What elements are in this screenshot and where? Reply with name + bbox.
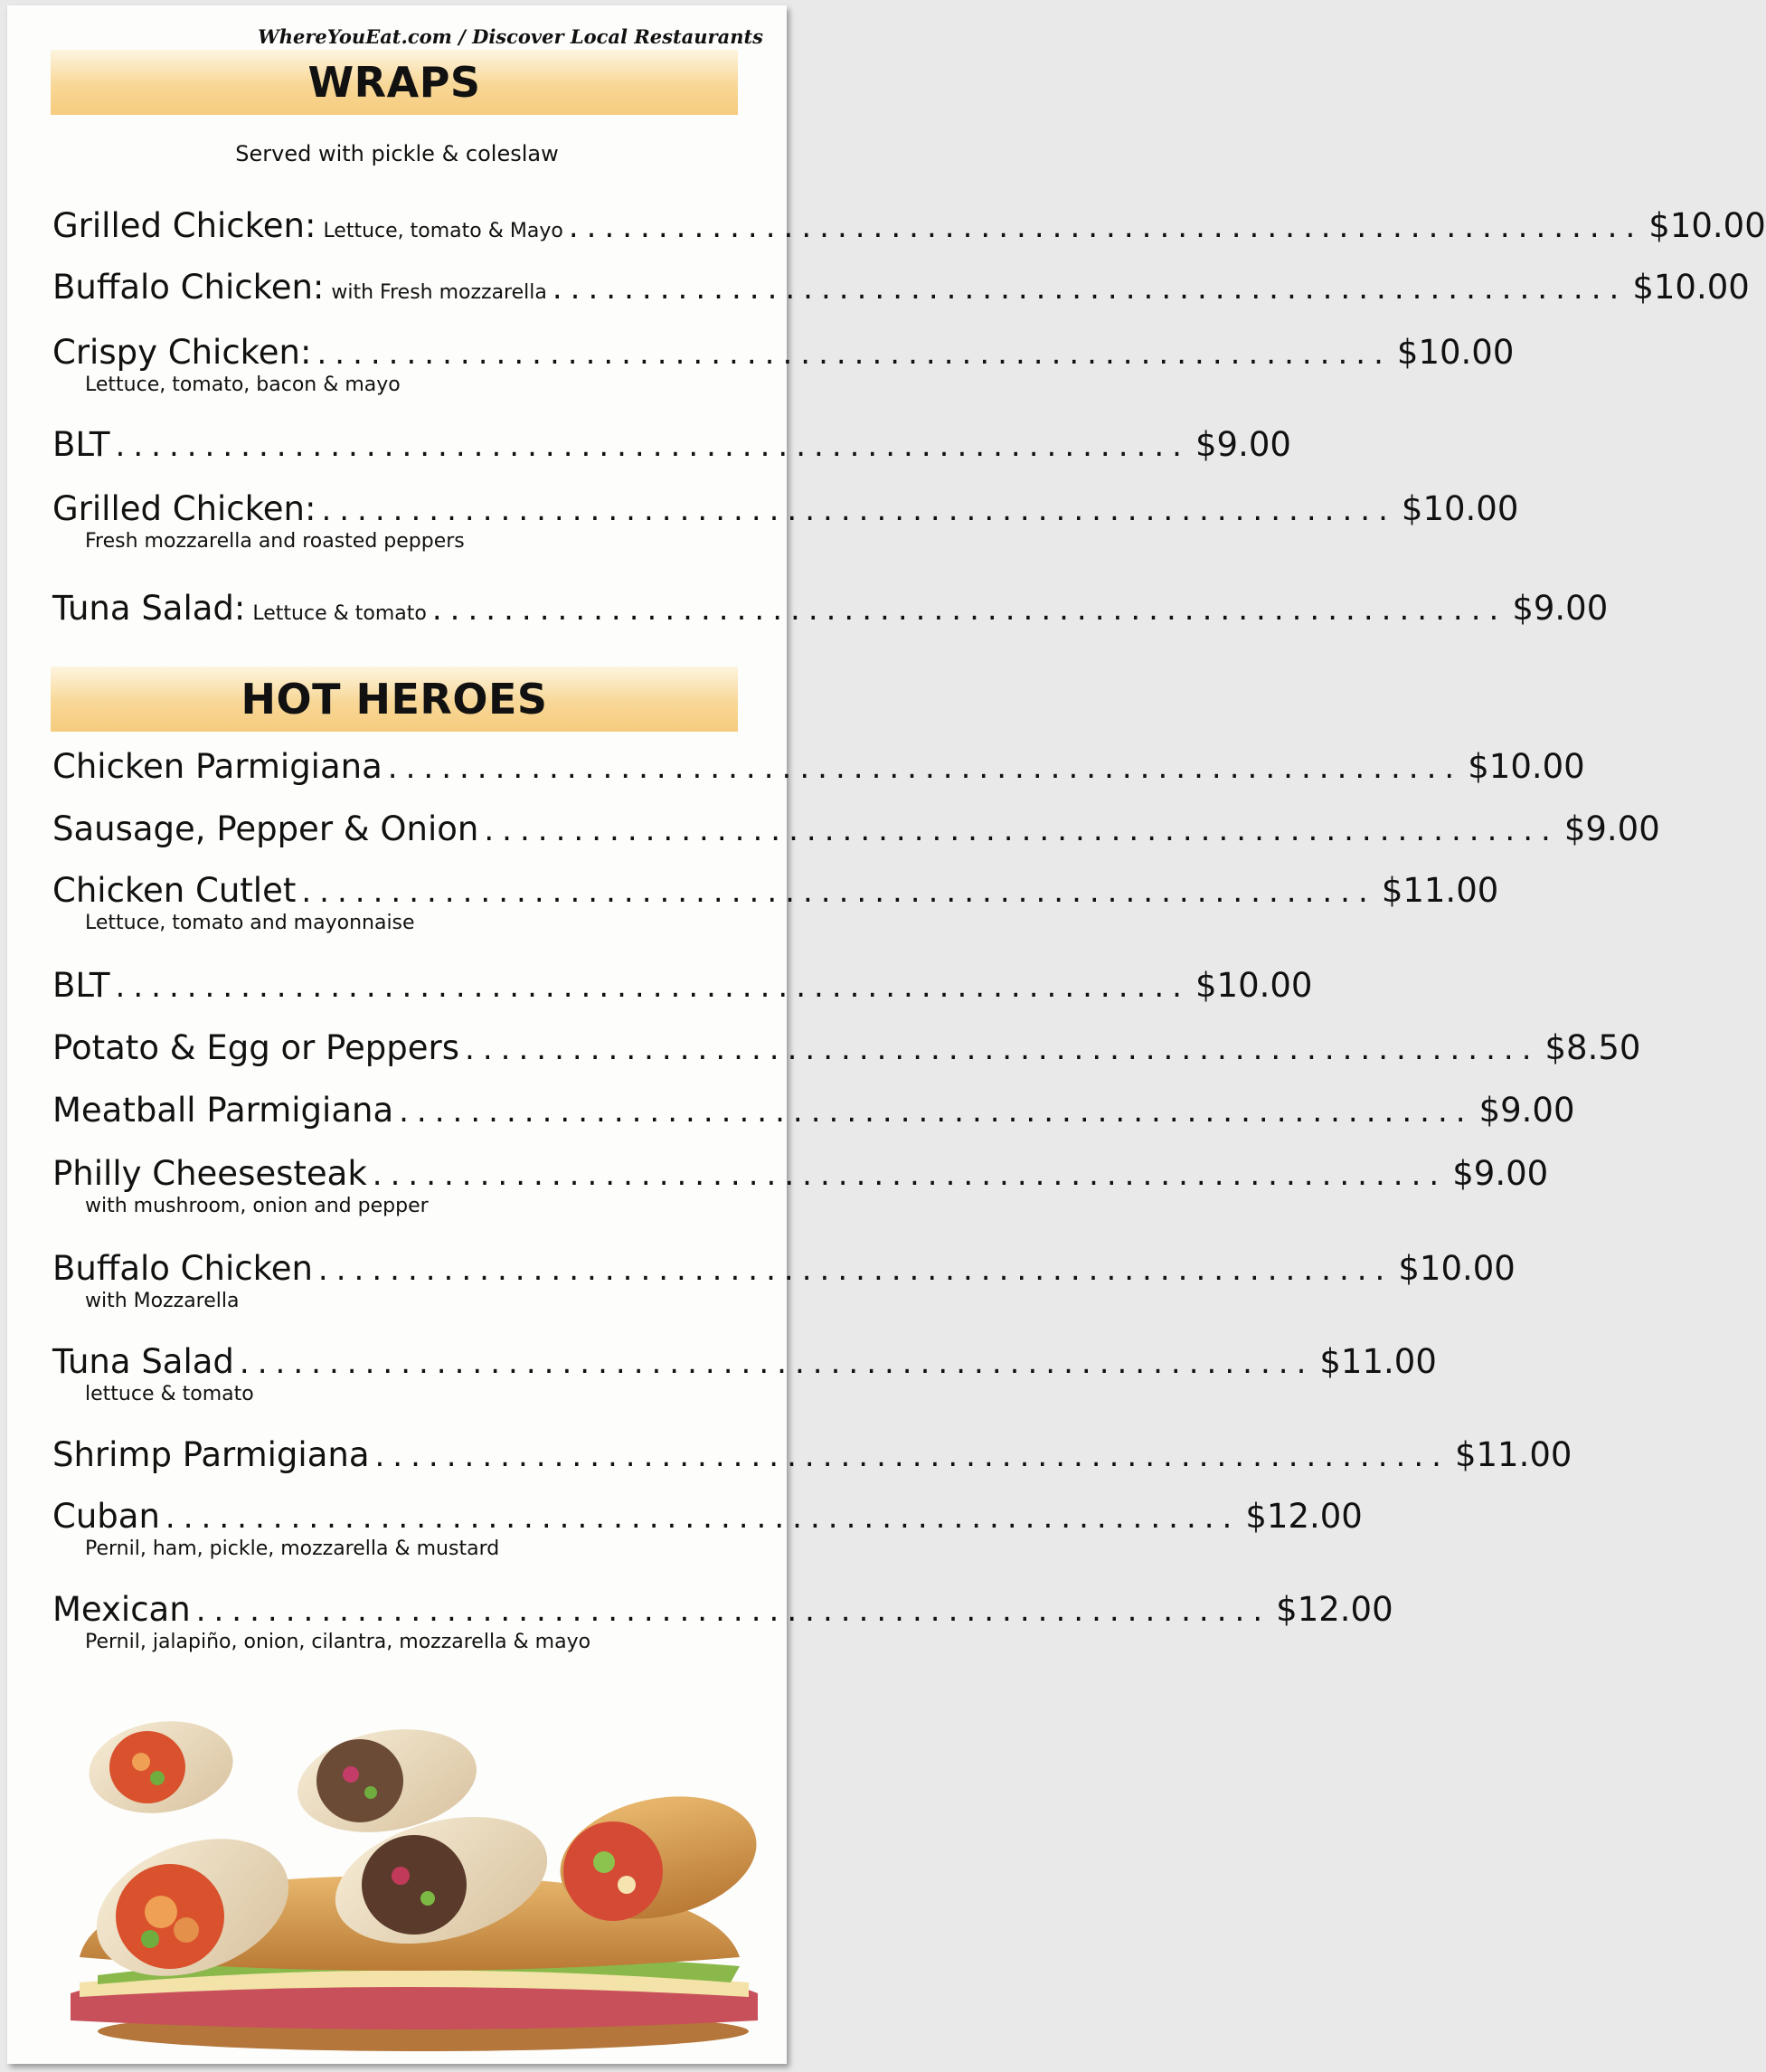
- item-price: $11.00: [1319, 1342, 1437, 1381]
- item-name: Buffalo Chicken: [52, 1249, 313, 1288]
- item-price: $9.00: [1195, 425, 1291, 464]
- dot-leader: ............................................................: [399, 1093, 1474, 1130]
- hot-heroes-banner: HOT HEROES: [51, 667, 738, 732]
- menu-item: [52, 1342, 1437, 1405]
- menu-item: [52, 1497, 1363, 1560]
- menu-item-row: [52, 589, 1609, 628]
- item-price: $10.00: [1195, 966, 1313, 1005]
- dot-leader: ............................................................: [317, 1252, 1393, 1288]
- item-price: $10.00: [1468, 747, 1585, 786]
- dot-leader: ............................................................: [301, 874, 1376, 910]
- item-name: Tuna Salad:: [52, 589, 246, 628]
- food-photo: [43, 1695, 767, 2057]
- item-name: Meatball Parmigiana: [52, 1091, 394, 1130]
- item-price: $10.00: [1396, 333, 1515, 372]
- item-name: Chicken Parmigiana: [52, 747, 382, 786]
- menu-item-row: [52, 1249, 1516, 1288]
- item-price: $11.00: [1381, 871, 1499, 910]
- item-name: Mexican: [52, 1590, 191, 1629]
- menu-item-row: [52, 747, 1585, 786]
- item-name: Potato & Egg or Peppers: [52, 1028, 460, 1067]
- item-name: Philly Cheesesteak: [52, 1154, 367, 1193]
- menu-item-row: [52, 1497, 1363, 1536]
- item-price: $10.00: [1398, 1249, 1516, 1288]
- menu-item: [52, 333, 1515, 396]
- menu-item-row: [52, 1435, 1572, 1474]
- item-name: Crispy Chicken:: [52, 333, 312, 372]
- item-inline-description: Lettuce & tomato: [252, 602, 427, 625]
- item-description: Fresh mozzarella and roasted peppers: [85, 530, 465, 553]
- menu-item-row: [52, 966, 1313, 1005]
- dot-leader: ............................................................: [239, 1345, 1315, 1381]
- item-price: $8.50: [1544, 1028, 1641, 1067]
- menu-item: [52, 966, 1313, 1005]
- item-price: $9.00: [1478, 1091, 1575, 1130]
- dot-leader: ............................................................: [431, 591, 1507, 628]
- menu-item-row: [52, 1028, 1641, 1067]
- item-name: Sausage, Pepper & Onion: [52, 809, 479, 848]
- menu-item: [52, 871, 1499, 934]
- menu-item: [52, 589, 1609, 628]
- menu-item-row: [52, 871, 1499, 910]
- item-name: Tuna Salad: [52, 1342, 234, 1381]
- item-description: with Mozzarella: [85, 1290, 240, 1312]
- menu-item-row: [52, 206, 1766, 245]
- item-inline-description: Lettuce, tomato & Mayo: [323, 220, 563, 242]
- item-name: Grilled Chicken:: [52, 206, 316, 245]
- item-price: $9.00: [1563, 809, 1660, 848]
- menu-item: [52, 1249, 1516, 1312]
- dot-leader: ............................................................: [484, 812, 1559, 848]
- menu-item-row: [52, 1342, 1437, 1381]
- dot-leader: ............................................................: [465, 1031, 1540, 1067]
- item-description: Lettuce, tomato, bacon & mayo: [85, 374, 401, 396]
- item-price: $12.00: [1245, 1497, 1363, 1536]
- dot-leader: ............................................................: [115, 428, 1190, 464]
- menu-item-row: [52, 333, 1515, 372]
- item-description: Pernil, ham, pickle, mozzarella & mustard: [85, 1537, 500, 1560]
- item-description: with mushroom, onion and pepper: [85, 1195, 429, 1217]
- dot-leader: ............................................................: [387, 750, 1463, 786]
- menu-item-row: [52, 1091, 1575, 1130]
- menu-item: [52, 268, 1750, 307]
- dot-leader: ............................................................: [568, 209, 1644, 245]
- menu-item: [52, 489, 1519, 553]
- menu-page: [7, 5, 1766, 2064]
- menu-item-row: [52, 425, 1291, 464]
- item-price: $11.00: [1454, 1435, 1572, 1474]
- menu-item: [52, 1028, 1641, 1067]
- item-description: Pernil, jalapiño, onion, cilantra, mozzarella & mayo: [85, 1631, 591, 1653]
- menu-item: [52, 1590, 1393, 1653]
- item-price: $9.00: [1452, 1154, 1549, 1193]
- item-description: Lettuce, tomato and mayonnaise: [85, 912, 415, 934]
- item-description: lettuce & tomato: [85, 1383, 254, 1405]
- menu-item-row: [52, 1590, 1393, 1629]
- dot-leader: ............................................................: [374, 1438, 1450, 1474]
- item-price: $10.00: [1632, 268, 1750, 307]
- menu-item: [52, 747, 1585, 786]
- dot-leader: ............................................................: [115, 969, 1190, 1005]
- item-price: $10.00: [1401, 489, 1519, 528]
- menu-item: [52, 1435, 1572, 1474]
- menu-item-row: [52, 1154, 1549, 1193]
- menu-item-row: [52, 268, 1750, 307]
- item-name: Buffalo Chicken:: [52, 268, 325, 307]
- dot-leader: ............................................................: [552, 270, 1628, 307]
- item-price: $9.00: [1512, 589, 1609, 628]
- item-price: $10.00: [1648, 206, 1766, 245]
- item-inline-description: with Fresh mozzarella: [331, 281, 547, 304]
- watermark: WhereYouEat.com / Discover Local Restaurants: [258, 25, 763, 48]
- item-name: Grilled Chicken:: [52, 489, 316, 528]
- dot-leader: ............................................................: [316, 336, 1392, 372]
- dot-leader: ............................................................: [195, 1593, 1271, 1629]
- dot-leader: ............................................................: [165, 1500, 1241, 1536]
- item-name: BLT: [52, 966, 110, 1005]
- dot-leader: ............................................................: [321, 492, 1396, 528]
- menu-item-row: [52, 489, 1519, 528]
- menu-item: [52, 425, 1291, 464]
- item-name: Chicken Cutlet: [52, 871, 297, 910]
- item-price: $12.00: [1276, 1590, 1393, 1629]
- wraps-banner: WRAPS: [51, 50, 738, 115]
- item-name: Shrimp Parmigiana: [52, 1435, 370, 1474]
- dot-leader: ............................................................: [372, 1157, 1448, 1193]
- menu-item: [52, 1154, 1549, 1217]
- item-name: BLT: [52, 425, 110, 464]
- menu-item: [52, 809, 1660, 848]
- menu-item-row: [52, 809, 1660, 848]
- menu-item: [52, 206, 1766, 245]
- item-name: Cuban: [52, 1497, 160, 1536]
- wraps-subtitle: Served with pickle & coleslaw: [235, 141, 559, 166]
- menu-item: [52, 1091, 1575, 1130]
